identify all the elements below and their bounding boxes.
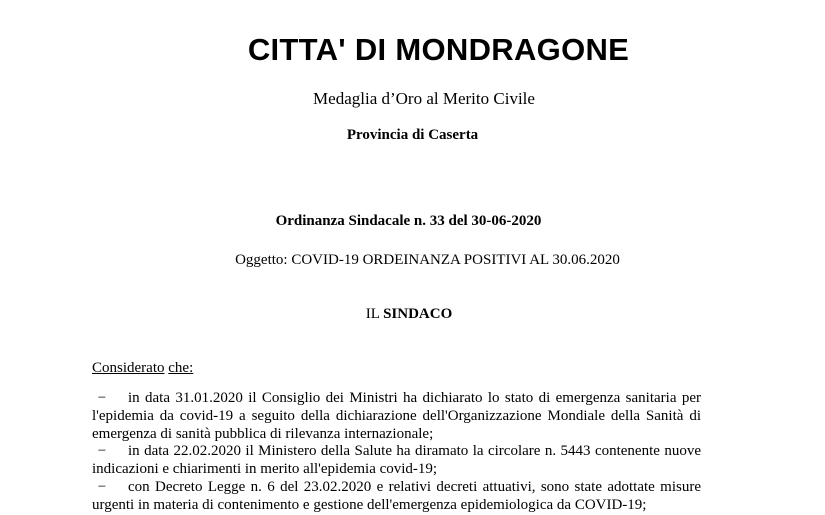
dash-bullet: − <box>97 390 107 406</box>
dash-bullet: − <box>97 478 107 495</box>
ordinance-number: Ordinanza Sindacale n. 33 del 30-06-2020 <box>275 213 542 229</box>
dash-bullet: − <box>97 443 107 460</box>
list-item-text: in data 31.01.2020 il Consiglio dei Ministri ha dichiarato lo stato di emergenza sanitaria per l'epidemia da covid-19 a seguito della dichiarazione dell'Organizzazione Mondiale della Sanità di emergenza di sanità pubblica di rilevanza internazionale; <box>92 390 701 442</box>
city-title: CITTA' DI MONDRAGONE <box>247 32 630 67</box>
sindaco-prefix: IL <box>365 306 384 322</box>
list-item <box>92 390 701 443</box>
list-item-text: con Decreto Legge n. 6 del 23.02.2020 e relativi decreti attuativi, sono state adottate misure urgenti in materia di contenimento e gestione dell'emergenza epidemiologica da COVID-19; <box>92 478 701 513</box>
considerato-label: Considerato <box>92 360 165 376</box>
list-item-text: in data 22.02.2020 il Ministero della Salute ha diramato la circolare n. 5443 contenente nuove indicazioni e chiarimenti in merito all'epidemia covid-19; <box>92 443 701 478</box>
province-line: Provincia di Caserta <box>346 127 479 143</box>
considerato-heading <box>92 360 193 377</box>
medal-subtitle: Medaglia d’Oro al Merito Civile <box>313 89 535 108</box>
considerato-list <box>92 390 701 515</box>
ordinance-subject: Oggetto: COVID-19 ORDEINANZA POSITIVI AL 30.06.2020 <box>235 252 620 268</box>
list-item <box>92 479 701 515</box>
sindaco-name: SINDACO <box>383 306 453 322</box>
considerato-suffix: che: <box>168 360 194 376</box>
sindaco-heading <box>0 306 818 323</box>
list-item <box>92 443 701 479</box>
